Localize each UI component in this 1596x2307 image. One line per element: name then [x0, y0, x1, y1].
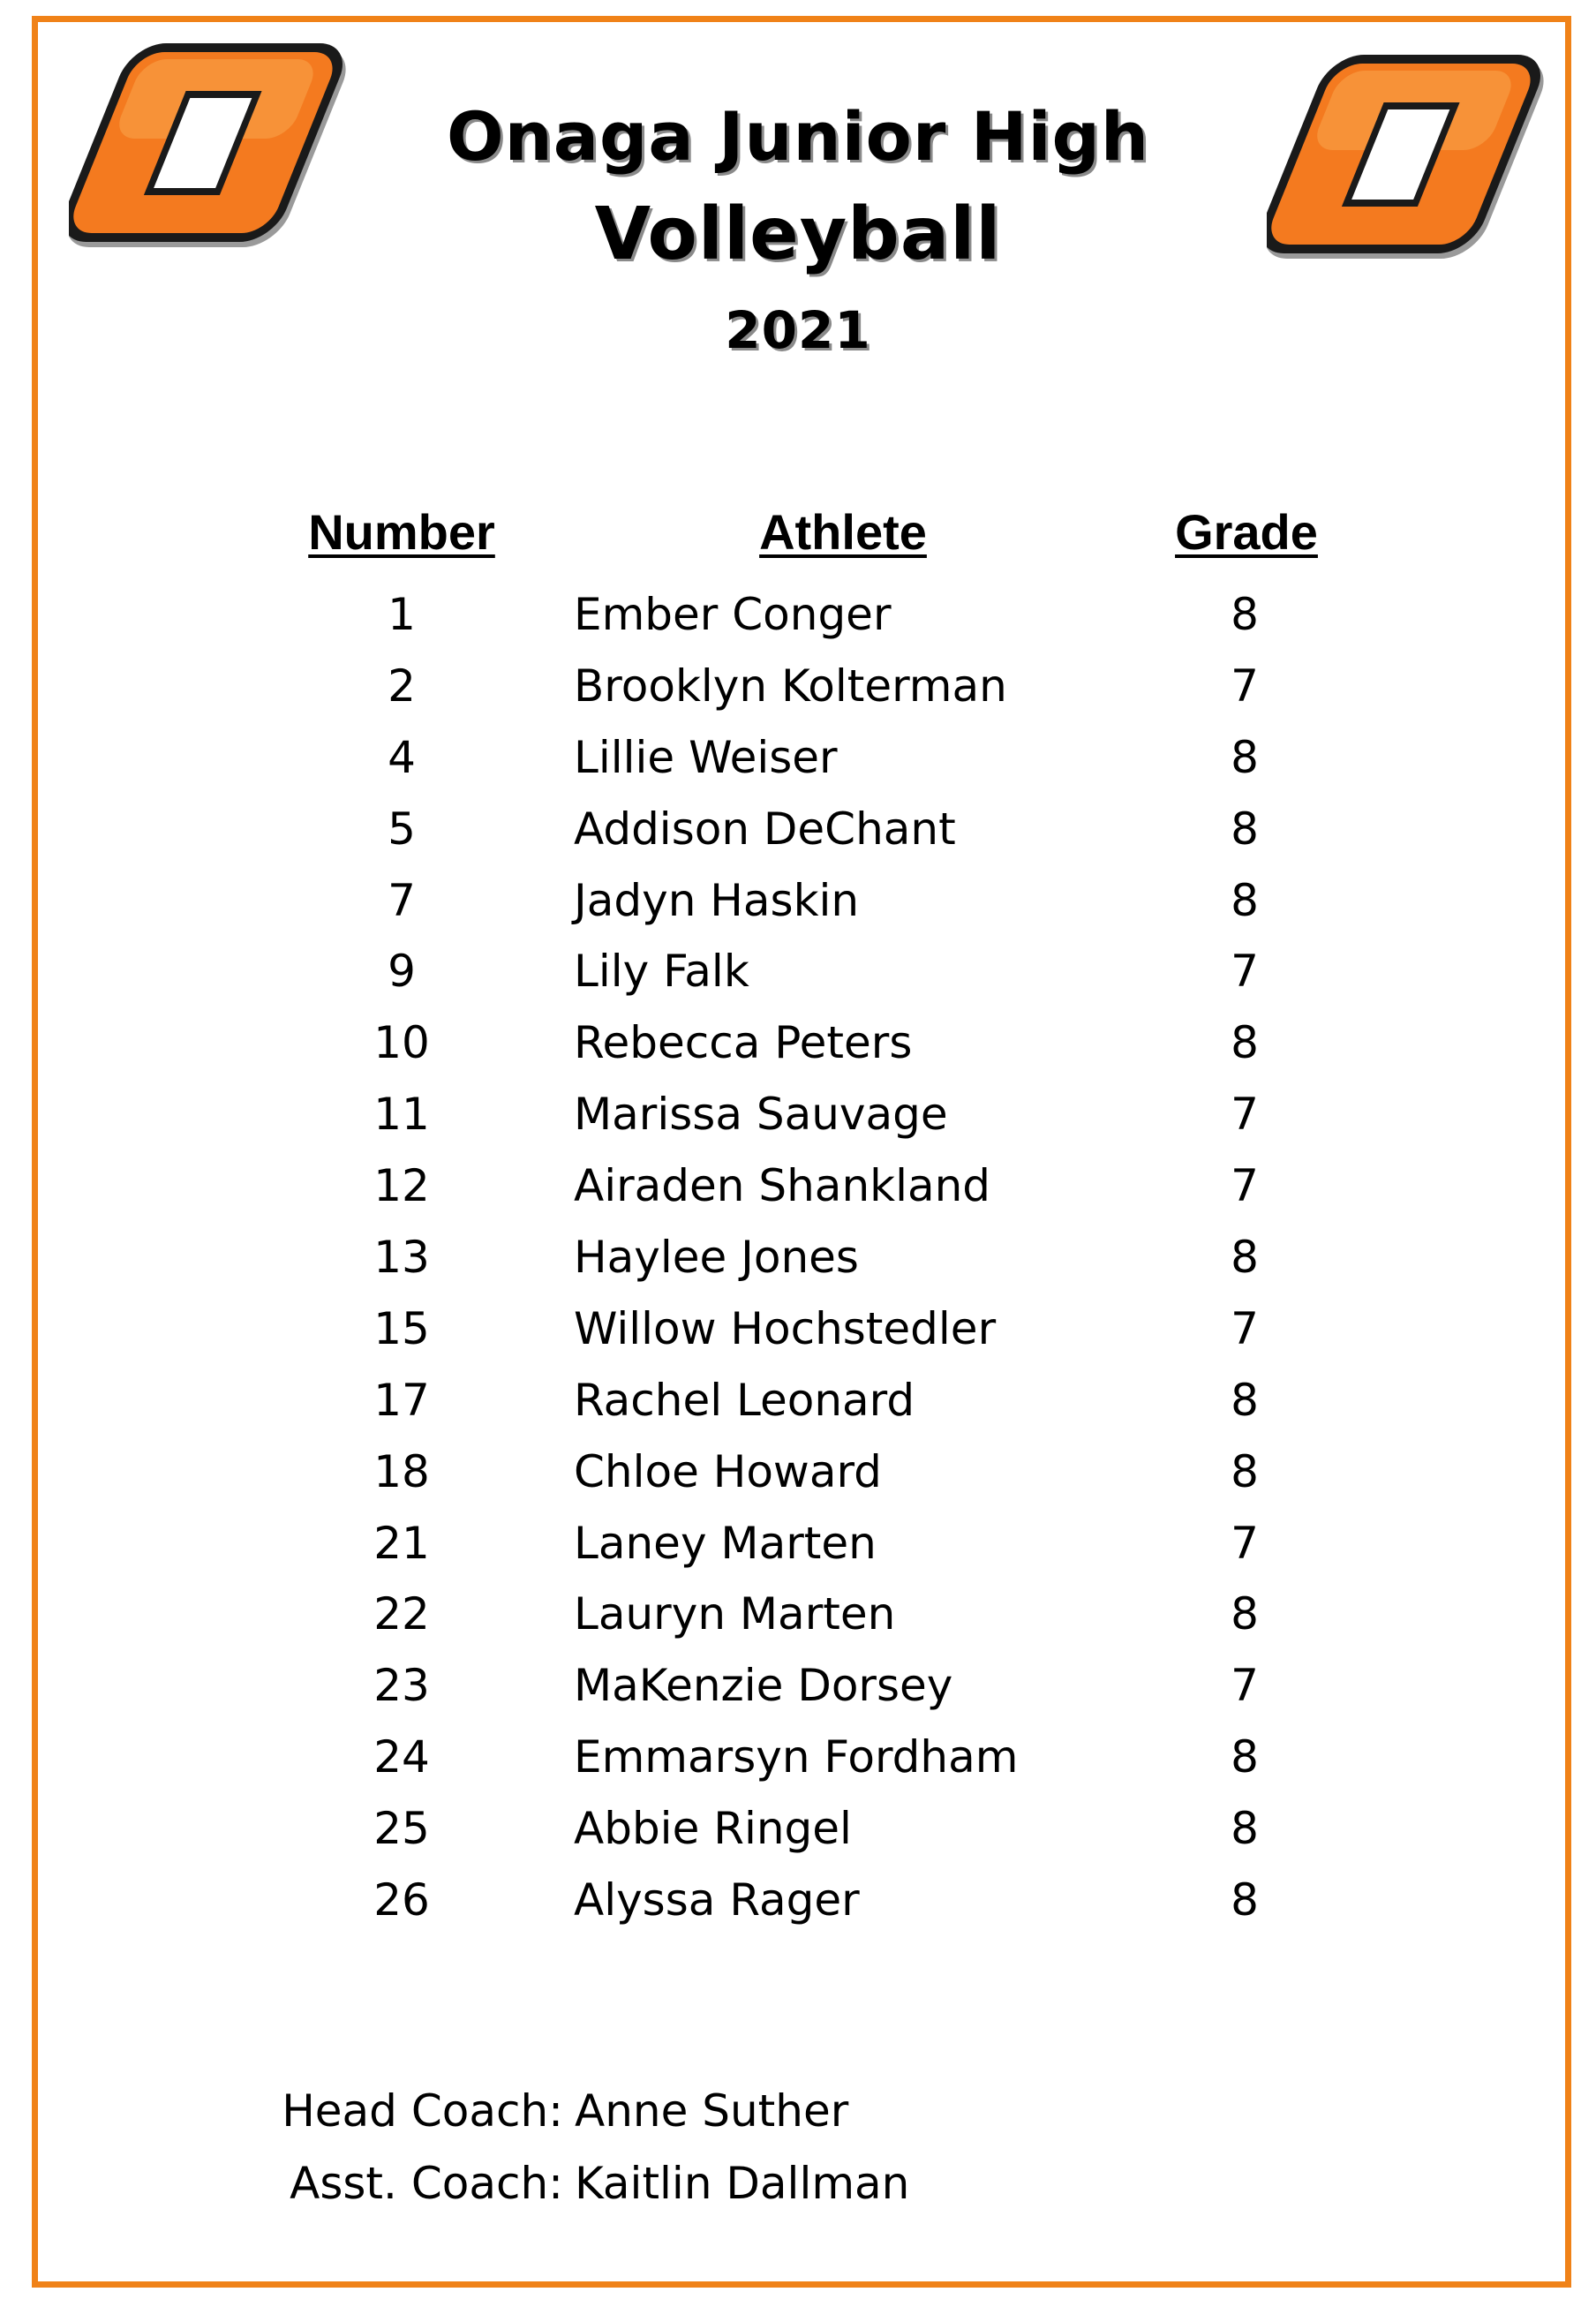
player-grade: 7: [1231, 1517, 1259, 1569]
player-number: 24: [373, 1731, 430, 1783]
table-row: [0, 726, 1596, 797]
page-title: Onaga Junior High: [447, 97, 1149, 176]
player-name: MaKenzie Dorsey: [574, 1660, 953, 1712]
table-row: [0, 1725, 1596, 1797]
player-name: Alyssa Rager: [574, 1874, 860, 1926]
player-name: Chloe Howard: [574, 1445, 882, 1497]
player-name: Jadyn Haskin: [574, 874, 860, 926]
player-name: Lillie Weiser: [574, 731, 838, 783]
table-row: [0, 654, 1596, 726]
player-name: Lauryn Marten: [574, 1588, 896, 1640]
player-grade: 8: [1231, 731, 1259, 783]
player-name: Rachel Leonard: [574, 1374, 915, 1426]
table-row: [0, 869, 1596, 940]
table-row: [0, 1368, 1596, 1440]
player-number: 18: [373, 1445, 430, 1497]
player-name: Airaden Shankland: [574, 1160, 991, 1212]
column-header-athlete: Athlete: [759, 504, 927, 560]
coach-name: Anne Suther: [575, 2085, 849, 2137]
table-row: [0, 1154, 1596, 1225]
player-number: 26: [373, 1874, 430, 1926]
player-number: 7: [388, 874, 416, 926]
player-grade: 7: [1231, 660, 1259, 712]
player-number: 9: [388, 946, 416, 998]
page-subtitle: Volleyball: [594, 192, 1002, 276]
coaches-section: [0, 2079, 1596, 2224]
player-number: 21: [373, 1517, 430, 1569]
player-name: Brooklyn Kolterman: [574, 660, 1007, 712]
player-number: 25: [373, 1803, 430, 1855]
player-grade: 7: [1231, 1660, 1259, 1712]
player-grade: 8: [1231, 1017, 1259, 1069]
player-name: Addison DeChant: [574, 803, 956, 855]
player-number: 22: [373, 1588, 430, 1640]
table-row: [0, 1297, 1596, 1368]
table-row: [0, 1225, 1596, 1297]
table-row: [0, 1797, 1596, 1868]
table-row: [0, 1512, 1596, 1583]
coach-name: Kaitlin Dallman: [575, 2158, 910, 2209]
player-name: Haylee Jones: [574, 1232, 859, 1284]
player-number: 12: [373, 1160, 430, 1212]
table-row: [0, 1440, 1596, 1512]
column-header-grade: Grade: [1175, 504, 1318, 560]
player-grade: 8: [1231, 1445, 1259, 1497]
table-row: [0, 1582, 1596, 1654]
player-name: Marissa Sauvage: [574, 1089, 948, 1141]
coach-row: [0, 2152, 1596, 2224]
player-grade: 8: [1231, 1374, 1259, 1426]
player-name: Laney Marten: [574, 1517, 877, 1569]
table-row: [0, 939, 1596, 1011]
coach-label: Head Coach:: [282, 2085, 563, 2137]
table-row: [0, 1011, 1596, 1082]
roster-table: [0, 583, 1596, 1940]
player-grade: 8: [1231, 874, 1259, 926]
table-row: [0, 1654, 1596, 1725]
player-name: Emmarsyn Fordham: [574, 1731, 1019, 1783]
player-number: 23: [373, 1660, 430, 1712]
table-row: [0, 797, 1596, 869]
player-grade: 8: [1231, 1731, 1259, 1783]
column-header-number: Number: [308, 504, 495, 560]
player-number: 1: [388, 589, 416, 640]
player-number: 5: [388, 803, 416, 855]
player-grade: 7: [1231, 1160, 1259, 1212]
player-name: Rebecca Peters: [574, 1017, 913, 1069]
player-grade: 7: [1231, 1302, 1259, 1354]
player-name: Ember Conger: [574, 589, 892, 640]
player-number: 11: [373, 1089, 430, 1141]
season-year: 2021: [725, 300, 871, 360]
player-name: Lily Falk: [574, 946, 749, 998]
table-row: [0, 1868, 1596, 1940]
table-row: [0, 1082, 1596, 1154]
player-grade: 7: [1231, 1089, 1259, 1141]
player-number: 2: [388, 660, 416, 712]
coach-row: [0, 2079, 1596, 2152]
player-grade: 8: [1231, 589, 1259, 640]
player-number: 17: [373, 1374, 430, 1426]
player-grade: 7: [1231, 946, 1259, 998]
player-number: 15: [373, 1302, 430, 1354]
player-grade: 8: [1231, 1232, 1259, 1284]
player-grade: 8: [1231, 803, 1259, 855]
player-grade: 8: [1231, 1803, 1259, 1855]
coach-label: Asst. Coach:: [290, 2158, 563, 2209]
player-number: 10: [373, 1017, 430, 1069]
player-number: 4: [388, 731, 416, 783]
player-name: Abbie Ringel: [574, 1803, 852, 1855]
player-number: 13: [373, 1232, 430, 1284]
table-row: [0, 583, 1596, 654]
player-grade: 8: [1231, 1874, 1259, 1926]
player-name: Willow Hochstedler: [574, 1302, 997, 1354]
player-grade: 8: [1231, 1588, 1259, 1640]
